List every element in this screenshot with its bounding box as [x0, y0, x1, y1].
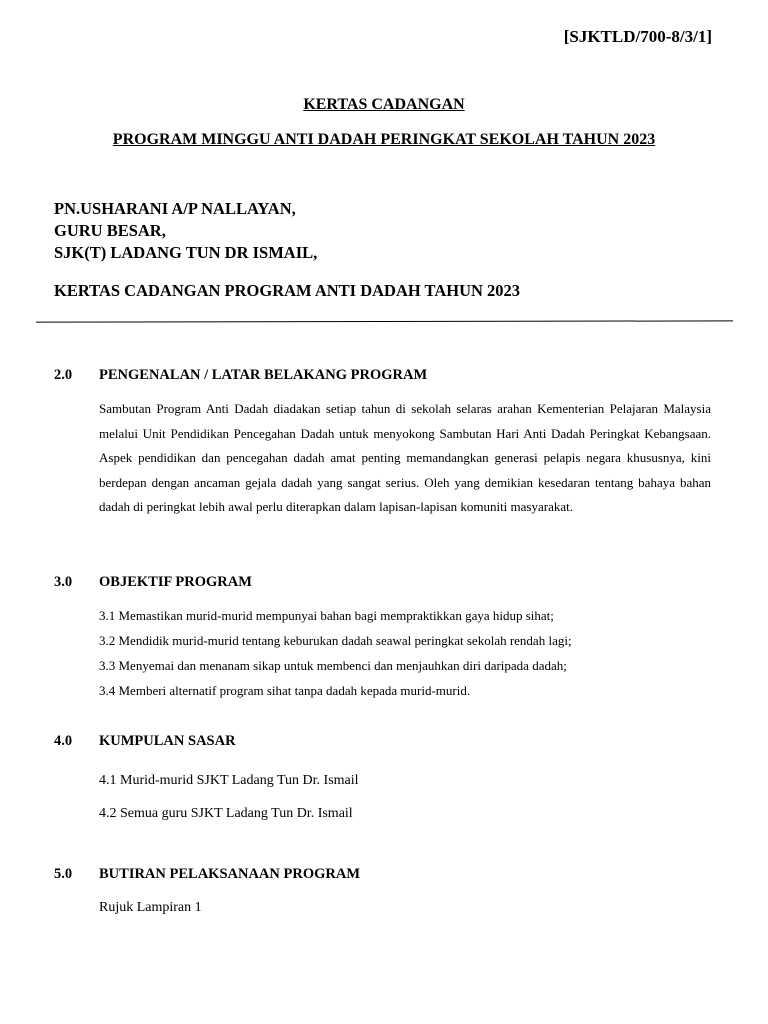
section-heading-implementation [54, 866, 360, 883]
list-item: 4.1 Murid-murid SJKT Ladang Tun Dr. Ismail [99, 773, 359, 788]
section-number: 4.0 [54, 733, 73, 749]
section-heading-introduction [54, 367, 427, 384]
addressee-block [54, 198, 317, 264]
section-number: 3.0 [54, 574, 73, 590]
section-title: BUTIRAN PELAKSANAAN PROGRAM [99, 866, 361, 882]
section-heading-target-group [54, 733, 236, 750]
list-item: 3.3 Menyemai dan menanam sikap untuk membenci dan menjauhkan diri daripada dadah; [99, 658, 567, 673]
section-heading-objectives [54, 574, 252, 591]
section-title: PENGENALAN / LATAR BELAKANG PROGRAM [99, 367, 428, 383]
list-item: 3.4 Memberi alternatif program sihat tanpa dadah kepada murid-murid. [99, 683, 471, 698]
addressee-position: GURU BESAR, [54, 221, 166, 240]
objectives-list [99, 603, 572, 703]
reference-number: [SJKTLD/700-8/3/1] [563, 27, 712, 46]
list-item: 3.1 Memastikan murid-murid mempunyai bahan bagi mempraktikkan gaya hidup sihat; [99, 608, 554, 623]
document-title: KERTAS CADANGAN [303, 96, 465, 113]
subject-line: KERTAS CADANGAN PROGRAM ANTI DADAH TAHUN 2023 [54, 281, 521, 300]
addressee-name: PN.USHARANI A/P NALLAYAN, [54, 199, 296, 218]
section-title: OBJEKTIF PROGRAM [99, 574, 252, 590]
section-title: KUMPULAN SASAR [99, 733, 236, 749]
list-item: 4.2 Semua guru SJKT Ladang Tun Dr. Ismail [99, 806, 353, 821]
document-subtitle: PROGRAM MINGGU ANTI DADAH PERINGKAT SEKOLAH TAHUN 2023 [112, 131, 656, 148]
list-item: 3.2 Mendidik murid-murid tentang keburukan dadah seawal peringkat sekolah rendah lagi; [99, 633, 572, 648]
section-number: 2.0 [54, 367, 73, 383]
horizontal-divider [36, 320, 733, 322]
target-group-list [99, 764, 359, 830]
introduction-paragraph: Sambutan Program Anti Dadah diadakan setiap tahun di sekolah selaras arahan Kementerian Pelajaran Malaysia melalui Unit Pendidikan Pencegahan Dadah untuk menyokong Sambutan Hari Anti Dadah Peringkat Kebangsaan. Aspek pendidikan dan pencegahan dadah amat penting memandangkan generasi pelapis negara khususnya, kini berdepan dengan ancaman gejala dadah yang sangat serius. Oleh yang demikian kesedaran tentang bahaya bahan dadah di peringkat lebih awal perlu diterapkan dalam lapisan-lapisan komuniti masyarakat. [99, 401, 711, 514]
addressee-school: SJK(T) LADANG TUN DR ISMAIL, [54, 243, 318, 262]
implementation-reference: Rujuk Lampiran 1 [99, 900, 202, 915]
section-number: 5.0 [54, 866, 73, 882]
